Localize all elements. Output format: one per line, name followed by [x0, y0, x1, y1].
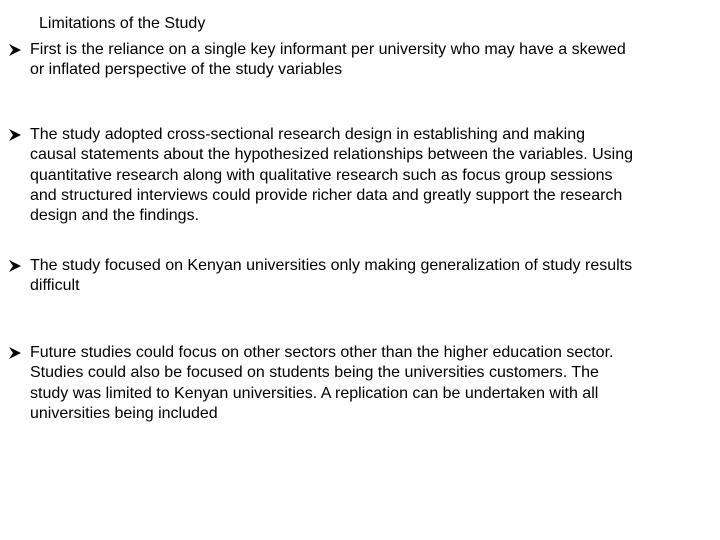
bullet-text — [30, 343, 714, 424]
arrowhead-bullet-icon — [8, 40, 26, 60]
bullet-line: Studies could also be focused on students being the universities customers. The — [30, 364, 599, 382]
bullet-text — [30, 40, 714, 81]
arrowhead-bullet-icon — [8, 125, 26, 145]
bullet-line: Future studies could focus on other sectors other than the higher education sector. — [30, 344, 614, 361]
bullet-item — [8, 40, 714, 81]
bullet-text — [30, 256, 714, 297]
bullet-line: First is the reliance on a single key informant per university who may have a skewed — [30, 41, 626, 58]
bullet-line: and structured interviews could provide richer data and greatly support the research — [30, 186, 623, 204]
arrowhead-bullet-icon — [8, 343, 26, 363]
bullet-line: The study adopted cross-sectional research design in establishing and making — [30, 126, 585, 143]
arrowhead-bullet-icon — [8, 256, 26, 276]
bullet-item — [8, 256, 714, 297]
bullet-line: or inflated perspective of the study variables — [30, 61, 343, 79]
bullet-line: design and the findings. — [30, 207, 200, 225]
bullet-line: study was limited to Kenyan universities. A replication can be undertaken with all — [30, 384, 599, 402]
bullet-line: causal statements about the hypothesized relationships between the variables. Using — [30, 146, 634, 164]
slide-title: Limitations of the Study — [39, 15, 206, 32]
bullet-text — [30, 125, 714, 226]
bullet-line: The study focused on Kenyan universities only making generalization of study results — [30, 257, 633, 274]
bullet-item — [8, 343, 714, 424]
bullet-item — [8, 125, 714, 226]
bullet-line: quantitative research along with qualitative research such as focus group sessions — [30, 166, 613, 184]
bullet-line: difficult — [30, 277, 80, 295]
bullet-line: universities being included — [30, 404, 218, 422]
